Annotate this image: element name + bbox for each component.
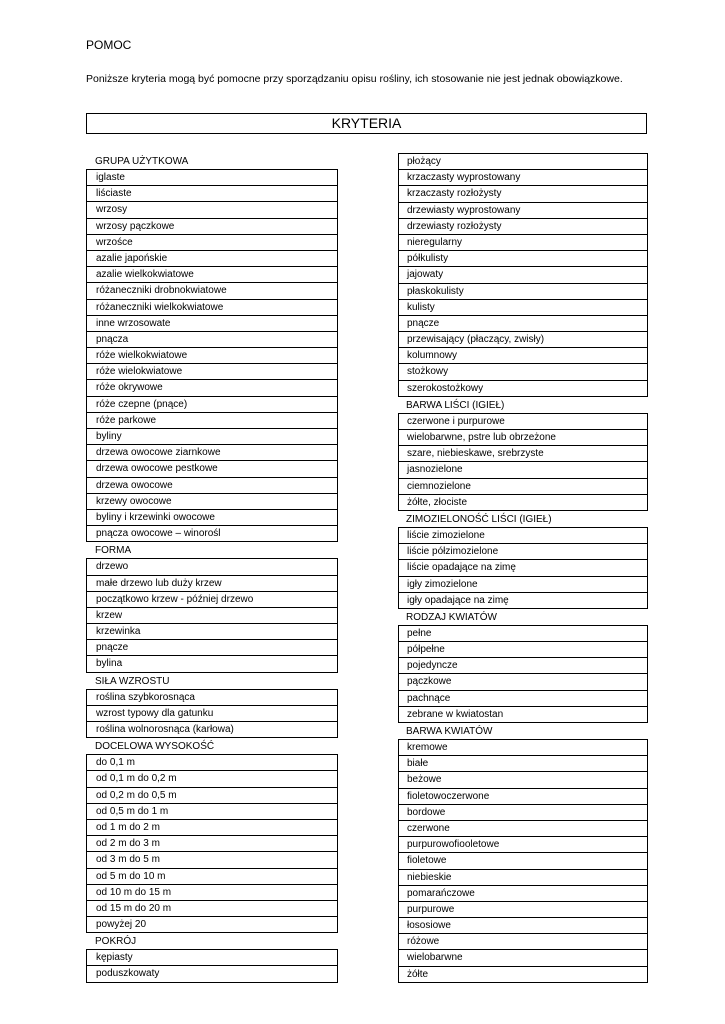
table-row: drzewa owocowe pestkowe xyxy=(87,460,337,476)
table-row: płaskokulisty xyxy=(399,283,647,299)
criteria-table xyxy=(86,689,338,739)
table-row: od 0,5 m do 1 m xyxy=(87,803,337,819)
section-title: DOCELOWA WYSOKOŚĆ xyxy=(95,741,215,753)
criteria-table xyxy=(398,739,648,983)
table-row: początkowo krzew - później drzewo xyxy=(87,591,337,607)
table-row: kulisty xyxy=(399,299,647,315)
table-row: purpurowe xyxy=(399,901,647,917)
section-title: ZIMOZIELONOŚĆ LIŚCI (IGIEŁ) xyxy=(406,513,552,525)
section-docelowa-wysokosc xyxy=(86,738,338,933)
table-row: łososiowe xyxy=(399,917,647,933)
table-row: białe xyxy=(399,755,647,771)
table-row: szare, niebieskawe, srebrzyste xyxy=(399,445,647,461)
table-row: stożkowy xyxy=(399,363,647,379)
table-row: małe drzewo lub duży krzew xyxy=(87,575,337,591)
table-row: azalie wielkokwiatowe xyxy=(87,266,337,282)
table-row: igły zimozielone xyxy=(399,576,647,592)
table-row: pojedyncze xyxy=(399,657,647,673)
section-title: GRUPA UŻYTKOWA xyxy=(95,156,189,167)
section-title: FORMA xyxy=(95,545,132,557)
right-column xyxy=(398,153,648,983)
criteria-table xyxy=(398,153,648,397)
section-title: RODZAJ KWIATÓW xyxy=(406,611,497,623)
table-row: płożący xyxy=(407,156,441,167)
table-row: wielobarwne, pstre lub obrzeżone xyxy=(399,429,647,445)
table-row: kępiasty xyxy=(96,952,133,964)
table-row: jajowaty xyxy=(399,266,647,282)
table-row: od 10 m do 15 m xyxy=(87,884,337,900)
table-row: fioletowoczerwone xyxy=(399,788,647,804)
table-row: krzewinka xyxy=(87,623,337,639)
section-title: BARWA LIŚCI (IGIEŁ) xyxy=(406,399,505,411)
table-row: czerwone xyxy=(399,820,647,836)
section-title: POKRÓJ xyxy=(95,936,137,948)
section-title: SIŁA WZROSTU xyxy=(95,675,170,687)
table-row: drzewa owocowe ziarnkowe xyxy=(87,444,337,460)
table-row: iglaste xyxy=(96,172,125,183)
table-row: wrzosy xyxy=(87,201,337,217)
table-row: przewisający (płaczący, zwisły) xyxy=(399,331,647,347)
section-continued xyxy=(398,153,648,397)
table-row: półpełne xyxy=(399,641,647,657)
table-row: wrzosy pączkowe xyxy=(87,218,337,234)
table-row: krzew xyxy=(87,607,337,623)
table-row: roślina wolnorosnąca (karłowa) xyxy=(87,721,337,737)
table-row: różowe xyxy=(399,933,647,949)
table-row: żółte xyxy=(399,966,647,982)
table-row: purpurowofiooletowe xyxy=(399,836,647,852)
table-row: bylina xyxy=(87,655,337,671)
table-row: pnącze xyxy=(399,315,647,331)
table-row: wzrost typowy dla gatunku xyxy=(87,705,337,721)
section-barwa-lisci-igiel xyxy=(398,397,648,511)
section-title: BARWA KWIATÓW xyxy=(406,726,493,737)
section-rodzaj-kwiatow xyxy=(398,609,648,723)
table-row: niebieskie xyxy=(399,869,647,885)
table-row: róże okrywowe xyxy=(87,379,337,395)
table-row: nieregularny xyxy=(399,234,647,250)
table-row: krzewy owocowe xyxy=(87,493,337,509)
table-row: drzewo xyxy=(96,561,129,573)
table-row: od 1 m do 2 m xyxy=(87,819,337,835)
table-row: bordowe xyxy=(399,804,647,820)
table-row: pomarańczowe xyxy=(399,885,647,901)
table-row: pnącza owocowe – winorośl xyxy=(87,525,337,541)
table-row: roślina szybkorosnąca xyxy=(96,691,195,703)
table-row: róże czepne (pnące) xyxy=(87,396,337,412)
table-row: róże wielkokwiatowe xyxy=(87,347,337,363)
page-heading: POMOC xyxy=(86,38,132,52)
table-row: byliny xyxy=(87,428,337,444)
table-row: szerokostożkowy xyxy=(399,380,647,396)
table-row: pełne xyxy=(407,627,432,639)
criteria-table xyxy=(398,527,648,609)
table-row: liście opadające na zimę xyxy=(399,559,647,575)
intro-text: Poniższe kryteria mogą być pomocne przy sporządzaniu opisu rośliny, ich stosowanie nie jest jednak obowiązkowe. xyxy=(86,73,623,85)
table-row: igły opadające na zimę xyxy=(399,592,647,608)
table-row: do 0,1 m xyxy=(96,757,135,769)
table-row: fioletowe xyxy=(399,852,647,868)
table-row: od 3 m do 5 m xyxy=(87,851,337,867)
table-row: półkulisty xyxy=(399,250,647,266)
section-barwa-kwiatow xyxy=(398,723,648,983)
table-row: wielobarwne xyxy=(399,949,647,965)
section-sila-wzrostu xyxy=(86,673,338,739)
table-row: inne wrzosowate xyxy=(87,315,337,331)
table-row: ciemnozielone xyxy=(399,478,647,494)
table-row: drzewa owocowe xyxy=(87,477,337,493)
criteria-table xyxy=(398,625,648,723)
table-row: beżowe xyxy=(399,771,647,787)
table-row: czerwone i purpurowe xyxy=(407,415,505,427)
table-row: liście zimozielone xyxy=(407,529,485,541)
table-row: liściaste xyxy=(87,185,337,201)
criteria-title: KRYTERIA xyxy=(86,113,647,134)
section-grupa-uzytkowa xyxy=(86,153,338,542)
table-row: pnącza xyxy=(87,331,337,347)
table-row: różaneczniki drobnokwiatowe xyxy=(87,282,337,298)
left-column xyxy=(86,153,338,983)
table-row: jasnozielone xyxy=(399,461,647,477)
table-row: od 0,1 m do 0,2 m xyxy=(87,770,337,786)
table-row: od 15 m do 20 m xyxy=(87,900,337,916)
table-row: powyżej 20 xyxy=(87,916,337,932)
table-row: wrzośce xyxy=(87,234,337,250)
table-row: kolumnowy xyxy=(399,347,647,363)
table-row: od 2 m do 3 m xyxy=(87,835,337,851)
table-row: krzaczasty wyprostowany xyxy=(399,169,647,185)
table-row: drzewiasty rozłożysty xyxy=(399,218,647,234)
criteria-table xyxy=(86,558,338,672)
table-row: poduszkowaty xyxy=(87,965,337,981)
table-row: zebrane w kwiatostan xyxy=(399,706,647,722)
criteria-table xyxy=(86,754,338,933)
table-row: róże parkowe xyxy=(87,412,337,428)
section-forma xyxy=(86,542,338,672)
section-pokroj xyxy=(86,933,338,982)
table-row: kremowe xyxy=(407,742,448,753)
table-row: róże wielokwiatowe xyxy=(87,363,337,379)
table-row: pączkowe xyxy=(399,673,647,689)
table-row: liście półzimozielone xyxy=(399,543,647,559)
table-row: od 5 m do 10 m xyxy=(87,868,337,884)
table-row: drzewiasty wyprostowany xyxy=(399,202,647,218)
criteria-table xyxy=(86,169,338,542)
section-zimozielonosc-lisci-igiel xyxy=(398,511,648,609)
table-row: różaneczniki wielkokwiatowe xyxy=(87,299,337,315)
criteria-table xyxy=(86,949,338,982)
table-row: żółte, złociste xyxy=(399,494,647,510)
table-row: pachnące xyxy=(399,690,647,706)
table-row: byliny i krzewinki owocowe xyxy=(87,509,337,525)
table-row: od 0,2 m do 0,5 m xyxy=(87,787,337,803)
table-row: krzaczasty rozłożysty xyxy=(399,185,647,201)
table-row: pnącze xyxy=(87,639,337,655)
table-row: azalie japońskie xyxy=(87,250,337,266)
criteria-table xyxy=(398,413,648,511)
